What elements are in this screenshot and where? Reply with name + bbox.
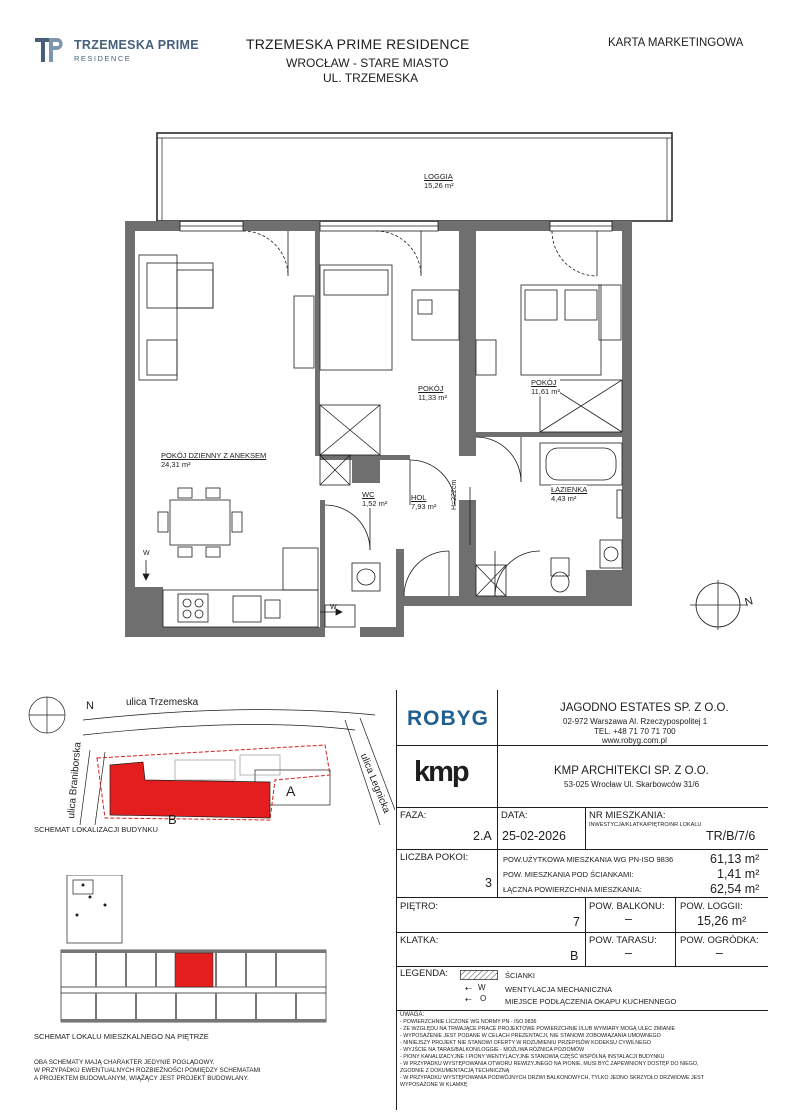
room-label-loggia: LOGGIA 15,26 m² [424, 172, 454, 190]
walls [125, 221, 632, 637]
legenda-label: LEGENDA: [400, 968, 449, 979]
ventilation-mark: W [330, 604, 337, 611]
location-street-right: ulica Legnicka [357, 752, 392, 815]
legend-ventilation: WENTYLACJA MECHANICZNA [505, 985, 613, 994]
building-a-label: A [286, 783, 296, 799]
logo-mark-icon [33, 34, 67, 64]
document-street: UL. TRZEMESKA [323, 71, 419, 85]
data-label: DATA: [501, 810, 528, 821]
document-type: KARTA MARKETINGOWA [608, 37, 744, 49]
area-usable-label: POW.UŻYTKOWA MIESZKANIA WG PN-ISO 9836 [503, 855, 674, 864]
developer-brand: ROBYG [407, 707, 490, 730]
developer-address: 02-972 Warszawa Al. Rzeczypospolitej 1 [563, 717, 708, 726]
logo-name: TRZEMESKA PRIME [74, 38, 199, 52]
loggia-outline [157, 133, 672, 221]
location-street-left: ulica Braniborska [66, 741, 84, 819]
legend-w-symbol: W [478, 983, 486, 992]
location-street-top: ulica Trzemeska [126, 697, 199, 708]
area-under-walls-value: 1,41 m² [717, 867, 760, 881]
height-note: H=222cm [451, 479, 458, 510]
developer-phone: TEL. +48 71 70 71 700 [594, 727, 676, 736]
loggia-label: POW. LOGGII: [680, 901, 743, 912]
architect-address: 53-025 Wrocław Ul. Skarbowców 31/6 [564, 780, 700, 789]
faza-value: 2.A [473, 829, 492, 843]
apartment-highlight [175, 953, 213, 987]
loggia-value: 15,26 m² [697, 914, 747, 928]
legend-arrow-icon: ⇠ [465, 995, 472, 1004]
room-label-bathroom: ŁAZIENKA 4,43 m² [551, 485, 588, 503]
architect-brand: kmp [414, 756, 468, 788]
developer-name: JAGODNO ESTATES SP. Z O.O. [560, 702, 729, 714]
klatka-value: B [570, 949, 579, 963]
floor-scheme-caption: SCHEMAT LOKALU MIESZKALNEGO NA PIĘTRZE [34, 1032, 209, 1041]
balkon-label: POW. BALKONU: [589, 901, 665, 912]
faza-label: FAZA: [400, 810, 427, 821]
header [0, 0, 792, 95]
legend-hood: MIEJSCE PODŁĄCZENIA OKAPU KUCHENNEGO [505, 997, 677, 1006]
nr-value: TR/B/7/6 [706, 829, 756, 843]
location-compass-n: N [86, 700, 94, 712]
pokoje-label: LICZBA POKOI: [400, 852, 469, 863]
taras-label: POW. TARASU: [589, 935, 657, 946]
hatch-icon [460, 970, 498, 980]
notes: UWAGA: - POWIERZCHNIE LICZONE WG NORMY PN - ISO 9836 - ZE WZGLĘDU NA TRWAJĄCE PRACE PROJEKTOWE POWIERZCHNIE I/LUB WYMIARY MOGĄ ULEC ZMIANIE - WYPOSAŻENIE JEST PODANE W CELACH PREZENTACJI, NIE STANOWI ZOBOWIĄZANIA UMOWNEGO - NINIEJSZY PROJEKT NIE STANOWI OFERTY W ROZUMIENIU PRZEPISÓW KODEKSU CYWILNEGO - WYJŚCIE NA TARAS/BALKON/LOGGIE - MOŻLIWA RÓŻNICA POZIOMÓW - PIONY KANALIZACYJNE I PIONY WENTYLACYJNE STANOWIĄ CZĘŚĆ WSPÓLNĄ INSTALACJI BUDYNKU - W PRZYPADKU WYSTĘPOWANIA OTWORU REWIZYJNEGO NA PIONIE, MUSI BYĆ ZAPEWNIONY DOSTĘP DO NIEGO, ZGODNIE Z DOKUMENTACJĄ TECHNICZNĄ - W PRZYPADKU WYSTĘPOWANIA PODWÓJNYCH DRZWI BALKONOWYCH, TYLKO JEDNO SKRZYDŁO DRZWIOWE JEST WYPOSAŻONE W KLAMKĘ [400, 1012, 704, 1088]
ogrodek-label: POW. OGRÓDKA: [680, 935, 759, 946]
room-label-living-room: POKÓJ DZIENNY Z ANEKSEM 24,31 m² [161, 451, 267, 469]
floor-scheme [55, 875, 330, 1025]
nr-sublabel: INWESTYCJA/KLATKA/PIĘTRO/NR LOKALU [589, 822, 702, 828]
location-caption: SCHEMAT LOKALIZACJI BUDYNKU [34, 825, 158, 834]
document-title: TRZEMESKA PRIME RESIDENCE [246, 36, 470, 52]
developer-web: www.robyg.com.pl [602, 736, 667, 745]
area-total-value: 62,54 m² [710, 882, 760, 896]
pietro-label: PIĘTRO: [400, 901, 439, 912]
nr-label: NR MIESZKANIA: [589, 810, 666, 821]
floor-plan [0, 120, 792, 680]
balkon-value: – [625, 912, 632, 926]
legend-o-symbol: O [480, 994, 487, 1003]
ventilation-mark: W [143, 550, 150, 557]
building-b-label: B [168, 812, 177, 827]
disclaimer: OBA SCHEMATY MAJĄ CHARAKTER JEDYNIE POGLĄDOWY. W PRZYPADKU EWENTUALNYCH ROZBIEŻNOŚCI POMIĘDZY SCHEMATAMI A PROJEKTEM BUDOWLANYM, WIĄŻĄCY JEST PROJEKT BUDOWLANY. [34, 1059, 261, 1082]
pietro-value: 7 [573, 915, 580, 929]
plan-compass-n: N [743, 595, 755, 609]
klatka-label: KLATKA: [400, 935, 439, 946]
pokoje-value: 3 [485, 876, 492, 890]
area-total-label: ŁĄCZNA POWIERZCHNIA MIESZKANIA: [503, 885, 642, 894]
room-label-bedroom-2: POKÓJ 11,61 m² [531, 378, 561, 396]
area-under-walls-label: POW. MIESZKANIA POD ŚCIANKAMI: [503, 870, 634, 879]
taras-value: – [625, 946, 632, 960]
room-label-wc: WC 1,52 m² [362, 490, 388, 508]
legend-arrow-icon: ⇠ [465, 984, 472, 993]
document-city: WROCŁAW - STARE MIASTO [286, 56, 449, 70]
plan-compass-icon [690, 580, 748, 630]
room-label-bedroom-1: POKÓJ 11,33 m² [418, 384, 448, 402]
data-value: 25-02-2026 [502, 829, 566, 843]
area-usable-value: 61,13 m² [710, 852, 760, 866]
logo-sub: RESIDENCE [74, 54, 132, 63]
architect-name: KMP ARCHITEKCI SP. Z O.O. [554, 765, 709, 777]
ogrodek-value: – [716, 946, 723, 960]
room-label-hall: HOL 7,93 m² [411, 493, 437, 511]
legend-walls: ŚCIANKI [505, 971, 536, 980]
